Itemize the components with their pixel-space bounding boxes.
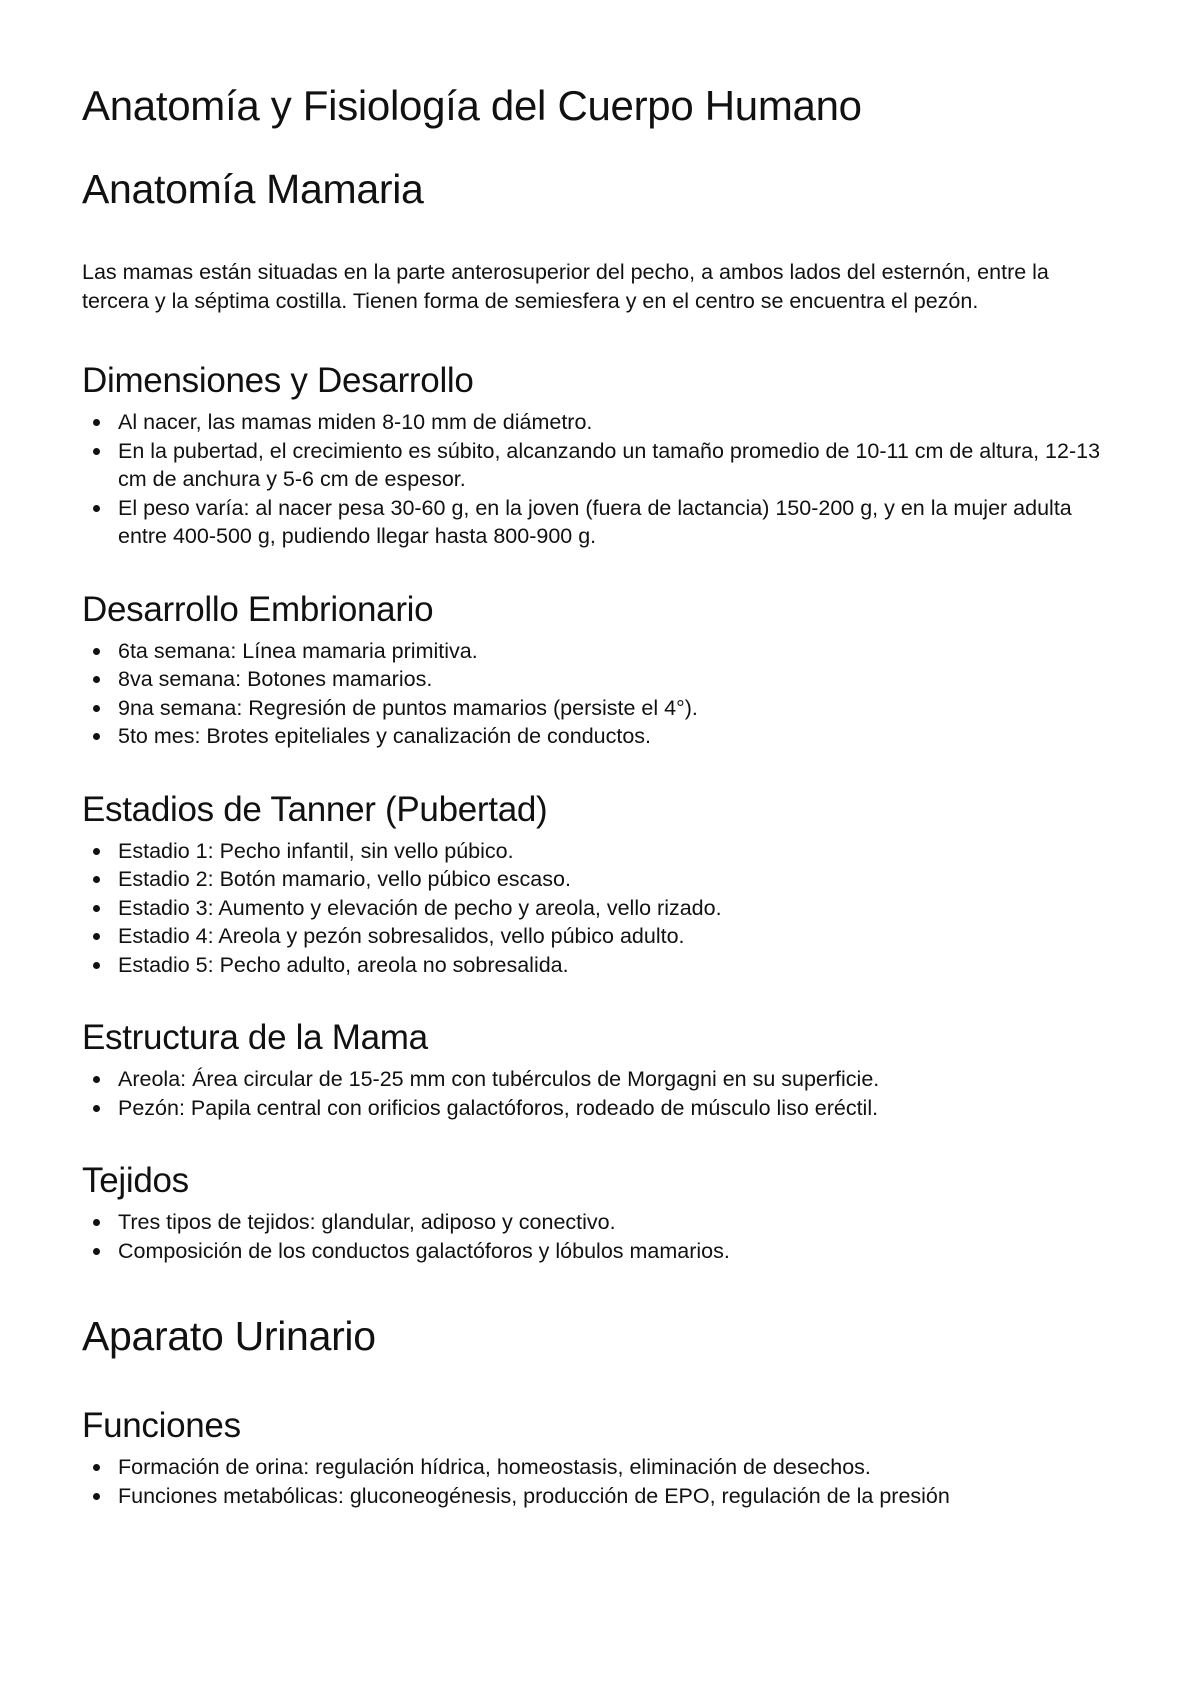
subsection-title: Desarrollo Embrionario [82, 589, 434, 629]
bullet-list [82, 837, 1118, 980]
list-item: Al nacer, las mamas miden 8-10 mm de diámetro. [82, 408, 1118, 437]
subsection-title: Dimensiones y Desarrollo [82, 361, 474, 400]
list-item: Estadio 5: Pecho adulto, areola no sobresalida. [82, 951, 1118, 980]
list-item: Estadio 1: Pecho infantil, sin vello púbico. [82, 837, 1118, 866]
list-item: Funciones metabólicas: gluconeogénesis, producción de EPO, regulación de la presión [82, 1482, 1118, 1511]
list-item: El peso varía: al nacer pesa 30-60 g, en la joven (fuera de lactancia) 150-200 g, y en la mujer adulta entre 400-500 g, pudiendo llegar hasta 800-900 g. [82, 494, 1118, 551]
list-item: Estadio 4: Areola y pezón sobresalidos, vello púbico adulto. [82, 922, 1118, 951]
bullet-list [82, 408, 1118, 551]
list-item: Estadio 3: Aumento y elevación de pecho y areola, vello rizado. [82, 894, 1118, 923]
list-item: En la pubertad, el crecimiento es súbito, alcanzando un tamaño promedio de 10-11 cm de altura, 12-13 cm de anchura y 5-6 cm de espesor. [82, 437, 1118, 494]
subsection-desarrollo-embrionario [82, 587, 1118, 751]
bullet-list [82, 1453, 1118, 1510]
document-title: Anatomía y Fisiología del Cuerpo Humano [82, 82, 862, 129]
section-intro-paragraph: Las mamas están situadas en la parte anterosuperior del pecho, a ambos lados del esternón, entre la tercera y la séptima costilla. Tienen forma de semiesfera y en el centro se encuentra el pezón. [82, 260, 1049, 313]
bullet-list [82, 1208, 1118, 1265]
bullet-list [82, 1065, 1118, 1122]
list-item: Areola: Área circular de 15-25 mm con tubérculos de Morgagni en su superficie. [82, 1065, 1118, 1094]
list-item: Estadio 2: Botón mamario, vello púbico escaso. [82, 865, 1118, 894]
bullet-list [82, 637, 1118, 751]
subsection-dimensiones [82, 358, 1118, 551]
list-item: Tres tipos de tejidos: glandular, adiposo y conectivo. [82, 1208, 1118, 1237]
subsection-title: Tejidos [82, 1161, 189, 1200]
subsection-title: Estadios de Tanner (Pubertad) [82, 789, 548, 829]
subsection-estructura-mama [82, 1015, 1118, 1122]
list-item: 9na semana: Regresión de puntos mamarios (persiste el 4°). [82, 694, 1118, 723]
subsection-funciones [82, 1403, 1118, 1510]
subsection-estadios-tanner [82, 787, 1118, 980]
list-item: 8va semana: Botones mamarios. [82, 665, 1118, 694]
list-item: Formación de orina: regulación hídrica, homeostasis, eliminación de desechos. [82, 1453, 1118, 1482]
section-title-aparato-urinario: Aparato Urinario [82, 1313, 376, 1359]
subsection-title: Estructura de la Mama [82, 1018, 428, 1057]
list-item: 6ta semana: Línea mamaria primitiva. [82, 637, 1118, 666]
list-item: Composición de los conductos galactóforos y lóbulos mamarios. [82, 1237, 1118, 1266]
section-title-anatomia-mamaria: Anatomía Mamaria [82, 166, 424, 212]
list-item: Pezón: Papila central con orificios galactóforos, rodeado de músculo liso eréctil. [82, 1094, 1118, 1123]
subsection-title: Funciones [82, 1406, 241, 1445]
list-item: 5to mes: Brotes epiteliales y canalización de conductos. [82, 722, 1118, 751]
subsection-tejidos [82, 1158, 1118, 1265]
